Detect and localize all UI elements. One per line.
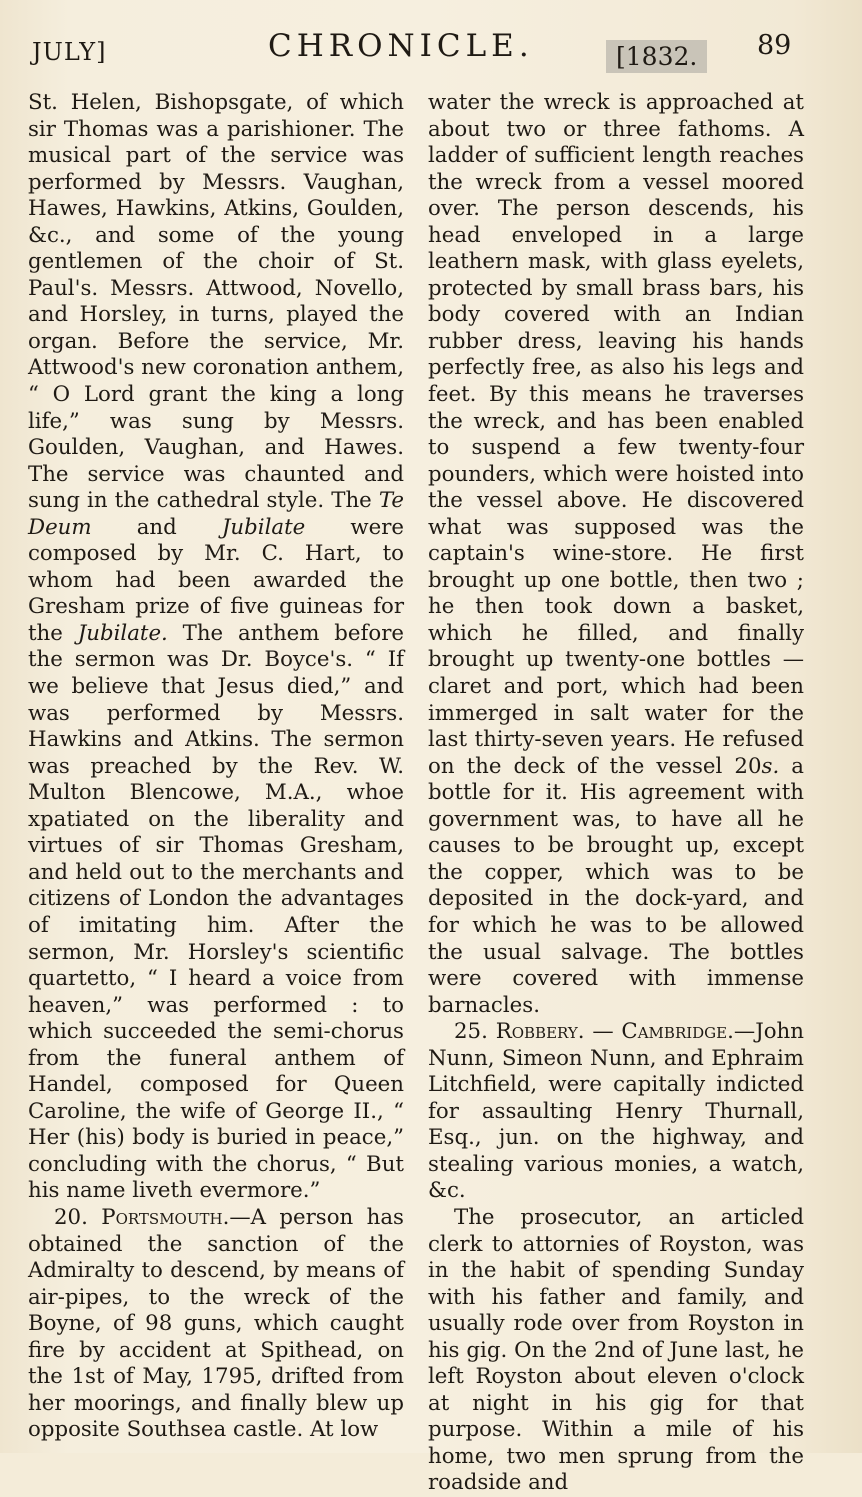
entry-date: 25. (454, 1019, 488, 1045)
header-title: CHRONICLE. (268, 28, 534, 64)
entry-heading: Robbery. — Cambridge. (495, 1019, 734, 1045)
paragraph-wreck-continued: water the wreck is approached at about two or three fathoms. A ladder of sufficient length reaches the wreck from a vessel moored over. The person descends, his head enveloped in a large leathern mask, with glass eyelets, protected by small brass bars, his body covered with an Indian rubber dress, leaving his hands perfectly free, as also his legs and feet. By this means he traverses the wreck, and has been enabled to suspend a few twenty-four pounders, which were hoisted into the vessel above. He discovered what was supposed was the captain's wine-store. He first brought up one bottle, then two ; he then took down a basket, which he filled, and finally brought up twenty-one bottles — claret and port, which had been immerged in salt water for the last thirty-seven years. He refused on the deck of the vessel 20s. a bottle for it. His agreement with government was, to have all he causes to be brought up, except the copper, which was to be deposited in the dock-yard, and for which he was to be allowed the usual salvage. The bottles were covered with immense barnacles. (428, 90, 804, 1018)
left-column (28, 90, 404, 1444)
header-year: [1832. (606, 40, 707, 73)
paragraph-gresham-service: St. Helen, Bishopsgate, of which sir Thomas was a parishioner. The musical part of the service was performed by Messrs. Vaughan, Hawes, Hawkins, Atkins, Goulden, &c., and some of the young gentlemen of the choir of St. Paul's. Messrs. Attwood, Novello, and Horsley, in turns, played the organ. Before the service, Mr. Attwood's new coronation anthem, “ O Lord grant the king a long life,” was sung by Messrs. Goulden, Vaughan, and Hawes. The service was chaunted and sung in the cathedral style. The Te Deum and Jubilate were composed by Mr. C. Hart, to whom had been awarded the Gresham prize of five guineas for the Jubilate. The anthem before the sermon was Dr. Boyce's. “ If we believe that Jesus died,” and was performed by Messrs. Hawkins and Atkins. The sermon was preached by the Rev. W. Multon Blencowe, M.A., whoe xpatiated on the liberality and virtues of sir Thomas Gresham, and held out to the merchants and citizens of London the advantages of imitating him. After the sermon, Mr. Horsley's scientific quartetto, “ I heard a voice from heaven,” was performed : to which succeeded the semi-chorus from the funeral anthem of Handel, composed for Queen Caroline, the wife of George II., “ Her (his) body is buried in peace,” concluding with the chorus, “ But his name liveth evermore.” (28, 90, 405, 1204)
running-header (0, 24, 862, 74)
paragraph-robbery: 25. Robbery. — Cambridge.—John Nunn, Simeon Nunn, and Ephraim Litchfield, were capitally indicted for assaulting Henry Thurnall, Esq., jun. on the highway, and stealing various monies, a watch, &c. (428, 1019, 804, 1204)
right-column (428, 90, 804, 1497)
entry-heading: Portsmouth. (101, 1204, 230, 1230)
paragraph-portsmouth: 20. Portsmouth.—A person has obtained the sanction of the Admiralty to descend, by means of air-pipes, to the wreck of the Boyne, of 98 guns, which caught fire by accident at Spithead, on the 1st of May, 1795, drifted from her moorings, and finally blew up opposite Southsea castle. At low (28, 1204, 404, 1443)
entry-date: 20. (54, 1204, 88, 1230)
page-number: 89 (757, 30, 792, 61)
header-month: JULY] (32, 38, 107, 66)
paragraph-prosecutor: The prosecutor, an articled clerk to attornies of Royston, was in the habit of spending Sunday with his father and family, and usually rode over from Royston in his gig. On the 2nd of June last, he left Royston about eleven o'clock at night in his gig for that purpose. Within a mile of his home, two men sprung from the roadside and (428, 1204, 804, 1496)
